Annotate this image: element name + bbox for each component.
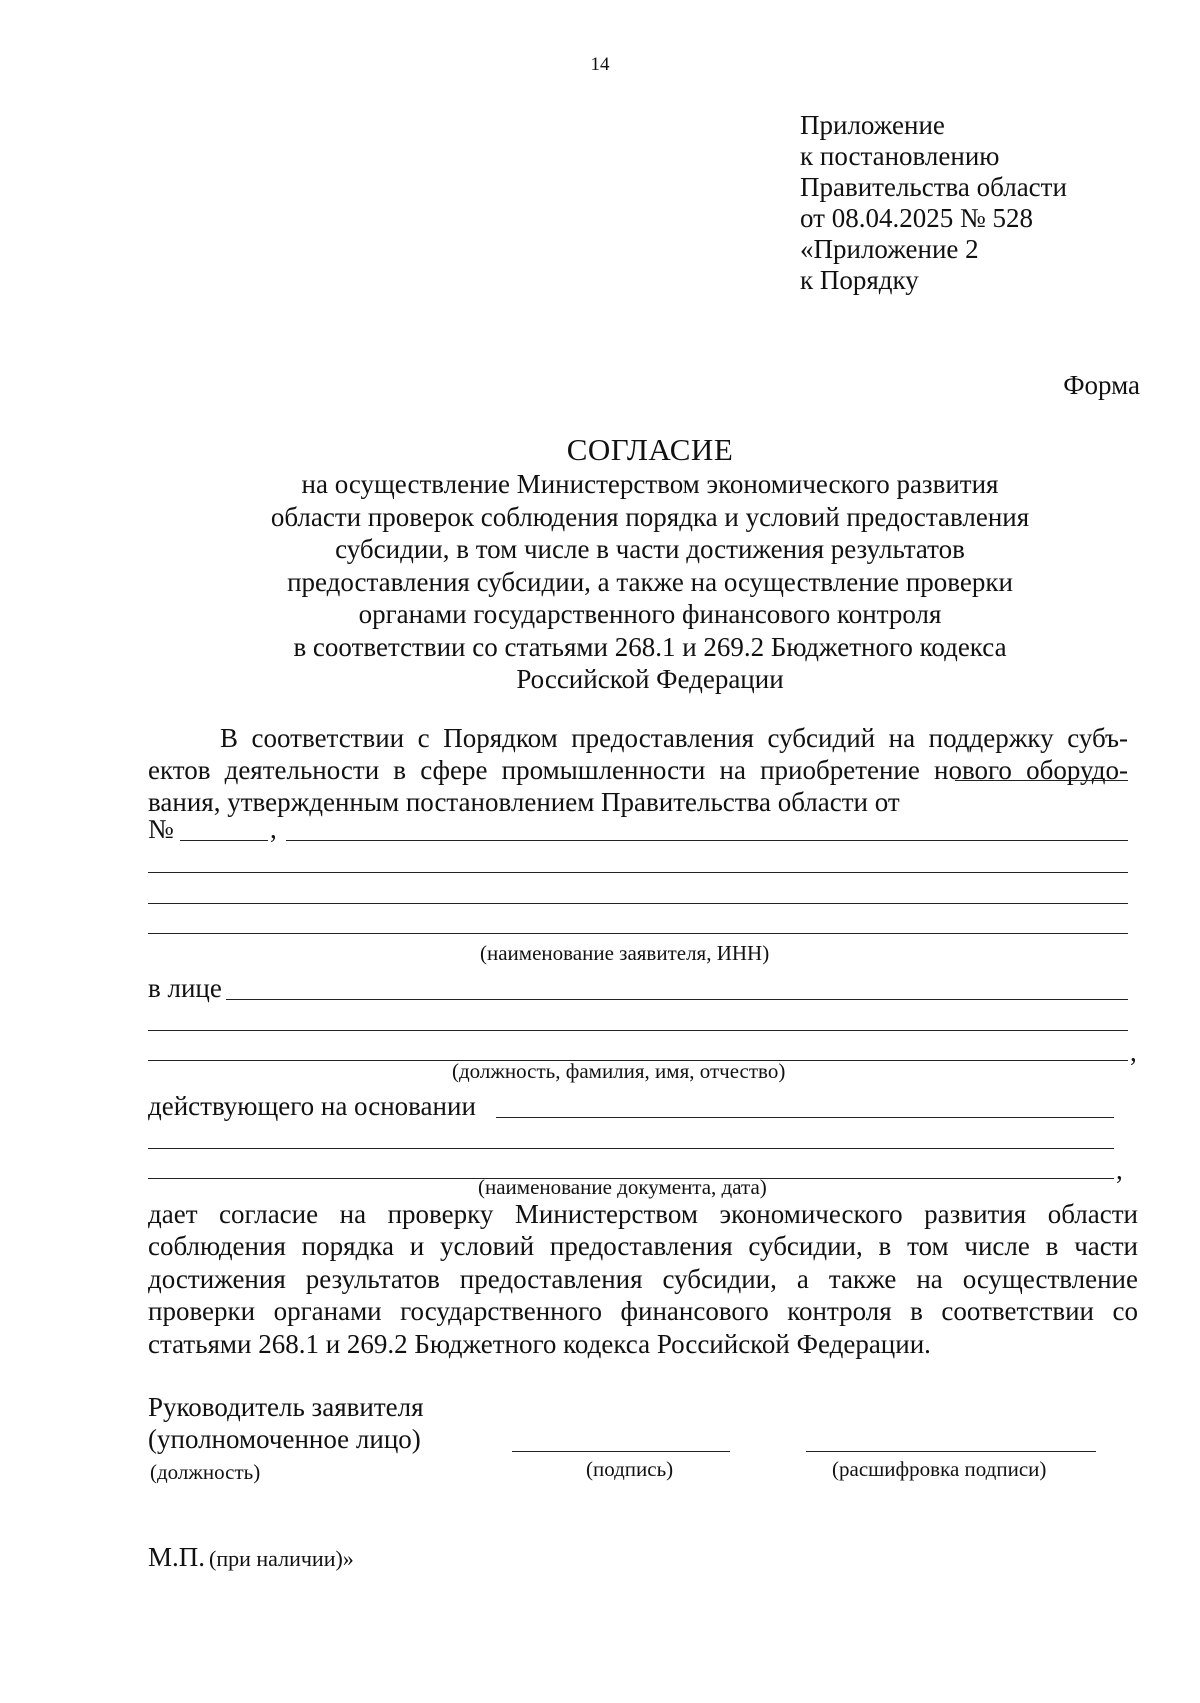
resolution-number-blank[interactable] <box>180 840 268 841</box>
signature-decoding-caption: (расшифровка подписи) <box>832 1457 1047 1481</box>
annex-line: к Порядку <box>800 265 919 295</box>
basis-comma: , <box>1116 1155 1123 1185</box>
consent-line: достижения результатов предоставления субсидии, а также на осуществление <box>148 1263 1138 1294</box>
subtitle-line: предоставления субсидии, а также на осуществление проверки <box>287 566 1013 597</box>
acting-basis-label: действующего на основании <box>148 1091 476 1121</box>
subtitle-line: Российской Федерации <box>516 664 784 694</box>
representative-line-2[interactable] <box>148 1030 1128 1031</box>
signature-decoding-line[interactable] <box>806 1451 1096 1452</box>
position-caption: (должность, фамилия, имя, отчество) <box>452 1059 786 1083</box>
signature-head-line2: (уполномоченное лицо) <box>148 1424 421 1454</box>
annex-line: «Приложение 2 <box>800 234 979 264</box>
number-comma: , <box>270 814 277 844</box>
consent-line: проверки органами государственного финансового контроля в соответствии со <box>148 1296 1138 1327</box>
intro-paragraph <box>148 722 1128 818</box>
signature-head-line1: Руководитель заявителя <box>148 1392 424 1422</box>
basis-line-2[interactable] <box>148 1148 1114 1149</box>
stamp-mp: М.П. <box>148 1542 206 1572</box>
basis-line-1[interactable] <box>496 1117 1114 1118</box>
annex-line: Правительства области <box>800 172 1067 202</box>
resolution-date-blank[interactable] <box>955 780 1128 781</box>
title-main: СОГЛАСИЕ <box>566 432 734 467</box>
signature-caption: (подпись) <box>586 1457 674 1481</box>
applicant-line-3[interactable] <box>148 903 1128 904</box>
intro-line: вания, утвержденным постановлением Правительства области от <box>148 787 900 817</box>
consent-line: дает согласие на проверку Министерством экономического развития области <box>148 1199 1138 1229</box>
annex-line: Приложение <box>800 110 945 140</box>
applicant-line-4[interactable] <box>148 933 1128 934</box>
intro-line: В соответствии с Порядком предоставления субсидий на поддержку субъ- <box>220 723 1128 753</box>
page-number: 14 <box>590 54 610 75</box>
subtitle-line: в соответствии со статьями 268.1 и 269.2 Бюджетного кодекса <box>293 631 1007 662</box>
consent-line: статьями 268.1 и 269.2 Бюджетного кодекса Российской Федерации. <box>148 1328 931 1359</box>
signature-line[interactable] <box>512 1451 730 1452</box>
applicant-line-2[interactable] <box>148 872 1128 873</box>
annex-header <box>800 110 1067 296</box>
subtitle-line: субсидии, в том числе в части достижения результатов <box>335 534 965 564</box>
subtitle-line: области проверок соблюдения порядка и условий предоставления <box>270 501 1030 532</box>
intro-line: ектов деятельности в сфере промышленности на приобретение нового оборудо- <box>148 755 1128 785</box>
stamp-note-text: (при наличии)» <box>209 1546 354 1571</box>
consent-paragraph <box>148 1198 1138 1360</box>
form-label: Форма <box>1063 370 1140 400</box>
document-title <box>150 432 1150 696</box>
representative-line-1[interactable] <box>226 999 1128 1000</box>
document-caption: (наименование документа, дата) <box>478 1175 767 1199</box>
representative-comma: , <box>1130 1037 1137 1067</box>
title-subtitle <box>150 468 1150 696</box>
applicant-line-1[interactable] <box>286 840 1128 841</box>
annex-line: к постановлению <box>800 141 1000 171</box>
annex-line: от 08.04.2025 № 528 <box>800 203 1033 233</box>
stamp-note <box>148 1542 354 1573</box>
consent-line: соблюдения порядка и условий предоставления субсидии, в том числе в части <box>148 1231 1138 1262</box>
applicant-caption: (наименование заявителя, ИНН) <box>480 941 770 965</box>
subtitle-line: органами государственного финансового контроля <box>358 599 942 629</box>
subtitle-line: на осуществление Министерством экономического развития <box>301 469 999 499</box>
number-sign: № <box>148 814 174 844</box>
signature-position-caption: (должность) <box>150 1460 261 1484</box>
represented-by-label: в лице <box>148 973 222 1003</box>
